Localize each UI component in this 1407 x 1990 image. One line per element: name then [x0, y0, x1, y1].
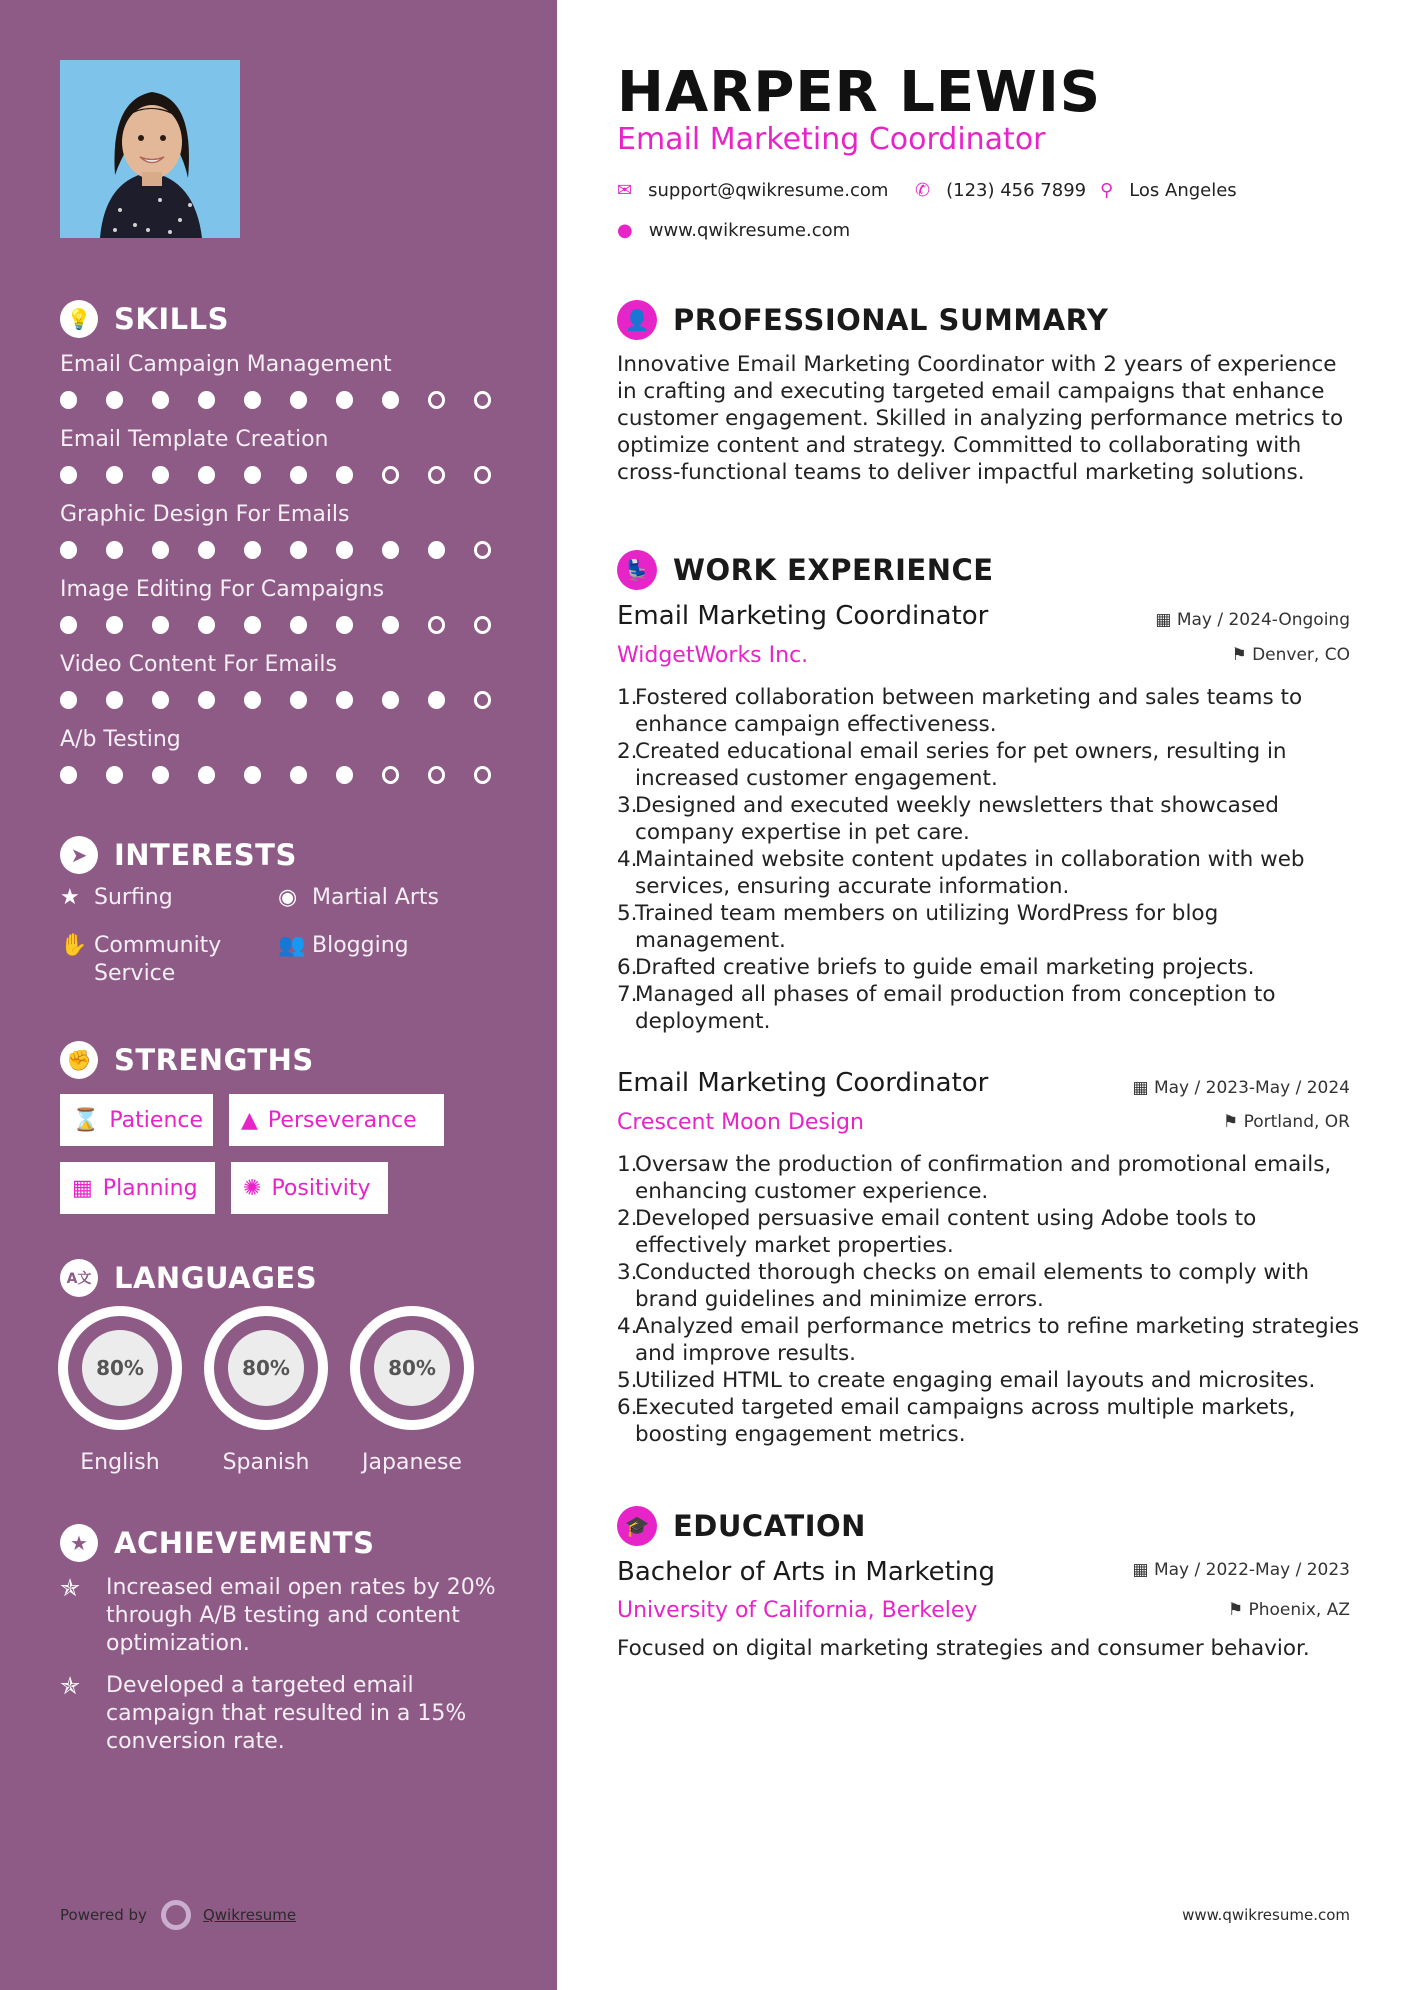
- duty-text: Analyzed email performance metrics to refine marketing strategies and improve results.: [635, 1314, 1360, 1366]
- duty-item: [617, 738, 1367, 792]
- paper-plane-icon: ➤: [60, 836, 98, 874]
- sun-icon: ✺: [243, 1175, 262, 1201]
- skill-dot: [106, 541, 123, 559]
- duty-number: 1.: [617, 1152, 638, 1177]
- strength-badge: ▲ Perseverance: [229, 1094, 444, 1146]
- experience-heading: 💺 WORK EXPERIENCE: [617, 550, 994, 590]
- summary-text: Innovative Email Marketing Coordinator with 2 years of experience in crafting and executing targeted email campaigns that enhance customer engagement. Skilled in analyzing performance metrics to optimize content and strategy. Committed to collaborating with cross-functional teams to deliver impactful marketing solutions.: [617, 352, 1344, 485]
- skill-row: [60, 427, 520, 484]
- skill-dot: [290, 541, 307, 559]
- duty-text: Designed and executed weekly newsletters that showcased company expertise in pet care.: [635, 793, 1279, 845]
- duty-number: 6.: [617, 1395, 638, 1420]
- skill-dot: [336, 616, 353, 634]
- duty-item: [617, 1367, 1367, 1394]
- skill-dot: [474, 766, 491, 784]
- skill-dot: [198, 616, 215, 634]
- duty-text: Trained team members on utilizing WordPress for blog management.: [635, 901, 1219, 953]
- skill-dot: [336, 391, 353, 409]
- shooting-star-icon: ✯: [60, 1672, 81, 1700]
- degree-title: Bachelor of Arts in Marketing: [617, 1557, 995, 1587]
- envelope-icon: ✉: [617, 180, 633, 201]
- shooting-star-icon: ✯: [60, 1574, 81, 1602]
- duty-number: 3.: [617, 793, 638, 818]
- sidebar: [0, 0, 557, 1990]
- duty-number: 3.: [617, 1260, 638, 1285]
- duty-text: Utilized HTML to create engaging email layouts and microsites.: [635, 1368, 1316, 1393]
- skill-dot: [290, 691, 307, 709]
- duty-item: [617, 1259, 1367, 1313]
- skill-dot: [244, 391, 261, 409]
- skill-dot: [336, 541, 353, 559]
- duty-number: 4.: [617, 847, 638, 872]
- skill-dot: [290, 766, 307, 784]
- education-date: ▦ May / 2022-May / 2023: [1132, 1560, 1350, 1580]
- skill-dot: [474, 466, 491, 484]
- skill-row: [60, 652, 520, 709]
- skill-dot: [198, 541, 215, 559]
- duty-item: [617, 1313, 1367, 1367]
- hand-icon: ✋: [60, 933, 88, 958]
- duty-item: [617, 1205, 1367, 1259]
- skill-dot: [474, 616, 491, 634]
- strength-badge: ✺ Positivity: [231, 1162, 388, 1214]
- duty-text: Fostered collaboration between marketing and sales teams to enhance campaign effectiveness.: [635, 685, 1303, 737]
- skill-dot: [106, 766, 123, 784]
- duty-item: [617, 1394, 1367, 1448]
- interest-item: ✋ Community Service: [60, 933, 222, 986]
- skill-dot: [290, 616, 307, 634]
- skill-dot: [60, 691, 77, 709]
- skill-dot: [106, 466, 123, 484]
- achievements-heading: ★ ACHIEVEMENTS: [60, 1524, 374, 1562]
- skill-row: [60, 727, 520, 784]
- job-duties: [617, 1151, 1367, 1448]
- calendar-icon: ▦: [72, 1175, 93, 1201]
- job-duties: [617, 684, 1367, 1035]
- powered-by: Powered by Qwikresume: [60, 1900, 296, 1930]
- duty-number: 1.: [617, 685, 638, 710]
- skill-name: A/b Testing: [60, 727, 181, 752]
- skill-dot: [428, 691, 445, 709]
- skill-dot: [60, 466, 77, 484]
- graduate-icon: 🎓: [617, 1506, 657, 1546]
- education-location: ⚑ Phoenix, AZ: [1227, 1600, 1350, 1620]
- qwikresume-link[interactable]: Qwikresume: [202, 1906, 297, 1924]
- achievement-item: ✯ Increased email open rates by 20% through A/B testing and content optimization.: [60, 1574, 496, 1656]
- duty-item: [617, 900, 1367, 954]
- strength-badge: ▦ Planning: [60, 1162, 215, 1214]
- duty-text: Managed all phases of email production from conception to deployment.: [635, 982, 1276, 1034]
- job-location: ⚑ Denver, CO: [1231, 645, 1350, 665]
- star-badge-icon: ★: [60, 1524, 98, 1562]
- language-item: 80% Japanese: [350, 1306, 474, 1475]
- duty-number: 5.: [617, 901, 638, 926]
- language-ring: 80%: [350, 1306, 474, 1430]
- strength-badge: ⌛ Patience: [60, 1094, 213, 1146]
- job-date: ▦ May / 2023-May / 2024: [1132, 1078, 1350, 1098]
- school-name: University of California, Berkeley: [617, 1598, 978, 1623]
- duty-text: Maintained website content updates in collaboration with web services, ensuring accurate information.: [635, 847, 1305, 899]
- duty-text: Drafted creative briefs to guide email marketing projects.: [635, 955, 1255, 980]
- star-icon: ★: [60, 885, 80, 910]
- duty-number: 6.: [617, 955, 638, 980]
- chair-icon: 💺: [617, 550, 657, 590]
- duty-number: 2.: [617, 739, 638, 764]
- duty-number: 2.: [617, 1206, 638, 1231]
- profile-photo: [60, 60, 240, 238]
- skill-dot: [382, 766, 399, 784]
- map-pin-icon: ⚲: [1100, 180, 1114, 201]
- language-icon: A文: [60, 1259, 98, 1297]
- skill-dot: [382, 541, 399, 559]
- job-location: ⚑ Portland, OR: [1222, 1112, 1350, 1132]
- skill-dot: [474, 391, 491, 409]
- skill-dot: [244, 691, 261, 709]
- calendar-icon: ▦: [1132, 1560, 1154, 1580]
- skill-name: Graphic Design For Emails: [60, 502, 350, 527]
- skill-level-dots: [60, 466, 520, 484]
- skill-level-dots: [60, 391, 520, 409]
- duty-text: Executed targeted email campaigns across multiple markets, boosting engagement metrics.: [635, 1395, 1296, 1447]
- skill-dot: [106, 616, 123, 634]
- skill-dot: [244, 541, 261, 559]
- phone-icon: ✆: [915, 180, 931, 201]
- job-company: Crescent Moon Design: [617, 1110, 864, 1135]
- skill-level-dots: [60, 766, 520, 784]
- language-item: 80% Spanish: [204, 1306, 328, 1475]
- qwikresume-logo-icon: [161, 1900, 191, 1930]
- duty-text: Developed persuasive email content using Adobe tools to effectively market properties.: [635, 1206, 1257, 1258]
- skill-dot: [198, 466, 215, 484]
- skill-name: Email Template Creation: [60, 427, 329, 452]
- skill-dot: [152, 616, 169, 634]
- skill-dot: [336, 766, 353, 784]
- candidate-name: HARPER LEWIS: [617, 60, 1102, 125]
- users-icon: 👥: [278, 933, 306, 958]
- globe-icon: ◉: [278, 885, 298, 910]
- interest-item: ★ Surfing: [60, 885, 173, 910]
- main-content: [557, 0, 1407, 1990]
- duty-item: [617, 981, 1367, 1035]
- lightbulb-icon: 💡: [60, 300, 98, 338]
- skill-dot: [428, 616, 445, 634]
- pin-icon: ⚑: [1222, 1112, 1244, 1132]
- interest-item: ◉ Martial Arts: [278, 885, 440, 910]
- skill-dot: [428, 466, 445, 484]
- skill-dot: [290, 391, 307, 409]
- skill-dot: [336, 691, 353, 709]
- skill-dot: [198, 391, 215, 409]
- skill-level-dots: [60, 541, 520, 559]
- skill-name: Email Campaign Management: [60, 352, 392, 377]
- duty-text: Oversaw the production of confirmation and promotional emails, enhancing customer experience.: [635, 1152, 1332, 1204]
- candidate-role: Email Marketing Coordinator: [617, 122, 1046, 157]
- skill-dot: [60, 766, 77, 784]
- skill-dot: [428, 541, 445, 559]
- education-heading: 🎓 EDUCATION: [617, 1506, 866, 1546]
- duty-item: [617, 846, 1367, 900]
- duty-item: [617, 1151, 1367, 1205]
- contact-email[interactable]: ✉ support@qwikresume.com: [617, 180, 889, 201]
- skill-dot: [244, 466, 261, 484]
- job-company: WidgetWorks Inc.: [617, 643, 809, 668]
- skill-dot: [428, 766, 445, 784]
- skill-dot: [244, 766, 261, 784]
- skills-heading: 💡 SKILLS: [60, 300, 229, 338]
- languages-heading: A文 LANGUAGES: [60, 1259, 317, 1297]
- duty-item: [617, 792, 1367, 846]
- pin-icon: ⚑: [1227, 1600, 1249, 1620]
- language-ring: 80%: [58, 1306, 182, 1430]
- language-ring: 80%: [204, 1306, 328, 1430]
- skill-row: [60, 502, 520, 559]
- skill-name: Image Editing For Campaigns: [60, 577, 385, 602]
- skill-row: [60, 577, 520, 634]
- skill-level-dots: [60, 616, 520, 634]
- job-title: Email Marketing Coordinator: [617, 601, 989, 631]
- skill-dot: [336, 466, 353, 484]
- skill-dot: [60, 616, 77, 634]
- skill-dot: [106, 691, 123, 709]
- skill-dot: [382, 466, 399, 484]
- contact-website[interactable]: ● www.qwikresume.com: [617, 220, 851, 241]
- calendar-icon: ▦: [1132, 1078, 1154, 1098]
- skill-dot: [152, 691, 169, 709]
- footer-url[interactable]: www.qwikresume.com: [1182, 1906, 1350, 1924]
- user-icon: 👤: [617, 300, 657, 340]
- strengths-heading: ✊ STRENGTHS: [60, 1041, 314, 1079]
- job-title: Email Marketing Coordinator: [617, 1068, 989, 1098]
- skill-name: Video Content For Emails: [60, 652, 337, 677]
- road-icon: ▲: [241, 1107, 258, 1133]
- skill-dot: [152, 391, 169, 409]
- skill-dot: [152, 541, 169, 559]
- skill-dot: [382, 691, 399, 709]
- summary-heading: 👤 PROFESSIONAL SUMMARY: [617, 300, 1108, 340]
- skill-dot: [382, 391, 399, 409]
- achievement-item: ✯ Developed a targeted email campaign that resulted in a 15% conversion rate.: [60, 1672, 467, 1754]
- contact-phone: ✆ (123) 456 7899: [915, 180, 1087, 201]
- job-date: ▦ May / 2024-Ongoing: [1155, 610, 1350, 630]
- education-text: Focused on digital marketing strategies and consumer behavior.: [617, 1636, 1310, 1661]
- skill-dot: [198, 691, 215, 709]
- contact-location: ⚲ Los Angeles: [1100, 180, 1237, 201]
- skill-dot: [244, 616, 261, 634]
- duty-number: 7.: [617, 982, 638, 1007]
- skill-row: [60, 352, 520, 409]
- skill-dot: [428, 391, 445, 409]
- skill-dot: [474, 541, 491, 559]
- skill-dot: [382, 616, 399, 634]
- skill-dot: [290, 466, 307, 484]
- duty-number: 5.: [617, 1368, 638, 1393]
- duty-text: Created educational email series for pet owners, resulting in increased customer engagement.: [635, 739, 1287, 791]
- skill-dot: [198, 766, 215, 784]
- language-item: 80% English: [58, 1306, 182, 1475]
- fist-icon: ✊: [60, 1041, 98, 1079]
- skill-dot: [152, 766, 169, 784]
- skill-dot: [152, 466, 169, 484]
- duty-number: 4.: [617, 1314, 638, 1339]
- duty-item: [617, 684, 1367, 738]
- skill-dot: [60, 541, 77, 559]
- duty-item: [617, 954, 1367, 981]
- interest-item: 👥 Blogging: [278, 933, 409, 958]
- skill-dot: [60, 391, 77, 409]
- calendar-icon: ▦: [1155, 610, 1177, 630]
- skill-dot: [106, 391, 123, 409]
- interests-heading: ➤ INTERESTS: [60, 836, 297, 874]
- duty-text: Conducted thorough checks on email elements to comply with brand guidelines and minimize errors.: [635, 1260, 1310, 1312]
- skill-dot: [474, 691, 491, 709]
- pin-icon: ⚑: [1231, 645, 1253, 665]
- hourglass-icon: ⌛: [72, 1107, 100, 1133]
- skill-level-dots: [60, 691, 520, 709]
- globe-icon: ●: [617, 220, 633, 241]
